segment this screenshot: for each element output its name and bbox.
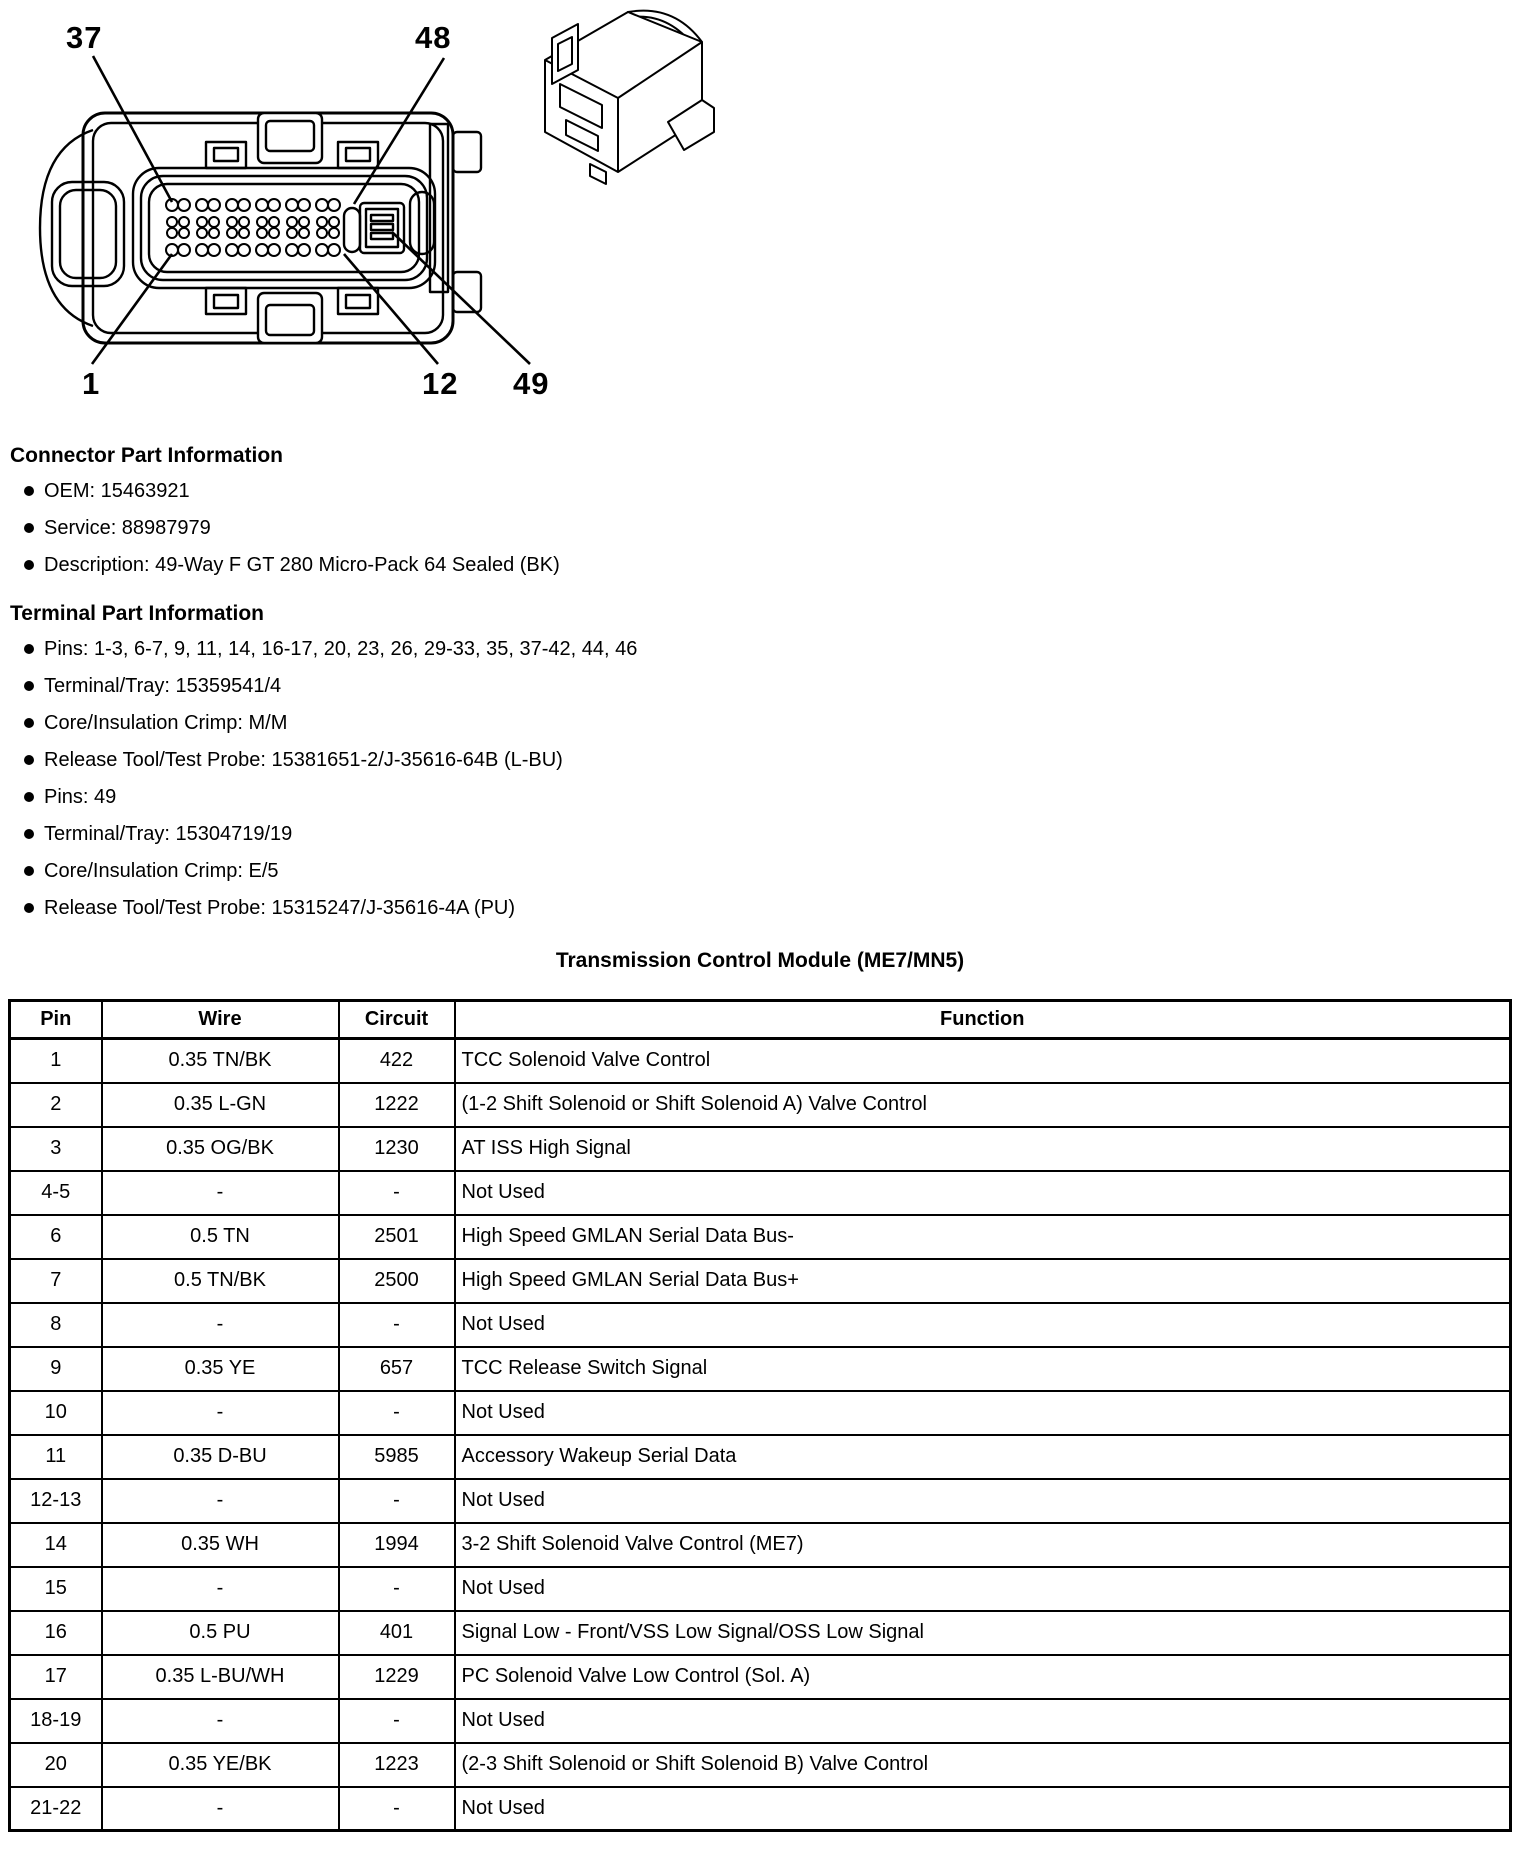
wire-cell: 0.35 WH xyxy=(102,1523,339,1567)
wire-cell: 0.35 D-BU xyxy=(102,1435,339,1479)
pin-cell: 18-19 xyxy=(10,1699,102,1743)
bullet-item: Terminal/Tray: 15359541/4 xyxy=(0,675,1520,697)
col-header-function: Function xyxy=(455,1001,1511,1039)
col-header-pin: Pin xyxy=(10,1001,102,1039)
pin-cell: 21-22 xyxy=(10,1787,102,1831)
leader-37 xyxy=(93,56,172,202)
wire-cell: - xyxy=(102,1303,339,1347)
table-row xyxy=(10,1479,1511,1523)
table-row xyxy=(10,1523,1511,1567)
bullet-item: OEM: 15463921 xyxy=(0,480,1520,502)
circuit-cell: 1230 xyxy=(339,1127,455,1171)
table-row xyxy=(10,1039,1511,1083)
table-row xyxy=(10,1743,1511,1787)
iso-tab xyxy=(590,164,606,184)
left-arc xyxy=(40,130,93,326)
wire-cell: 0.35 YE/BK xyxy=(102,1743,339,1787)
pin-cell: 1 xyxy=(10,1039,102,1083)
table-header-row xyxy=(10,1001,1511,1039)
circuit-cell: 422 xyxy=(339,1039,455,1083)
circuit-cell: 1222 xyxy=(339,1083,455,1127)
function-cell: Not Used xyxy=(455,1171,1511,1215)
circuit-cell: 2500 xyxy=(339,1259,455,1303)
function-cell: TCC Solenoid Valve Control xyxy=(455,1039,1511,1083)
circuit-cell: 1994 xyxy=(339,1523,455,1567)
callout-label-1: 1 xyxy=(82,366,101,401)
right-wing-top xyxy=(453,132,481,172)
function-cell: 3-2 Shift Solenoid Valve Control (ME7) xyxy=(455,1523,1511,1567)
terminal-49-cavity xyxy=(360,203,404,253)
wire-cell: - xyxy=(102,1391,339,1435)
bullet-item: Core/Insulation Crimp: M/M xyxy=(0,712,1520,734)
wire-cell: - xyxy=(102,1787,339,1831)
function-cell: Not Used xyxy=(455,1787,1511,1831)
iso-view xyxy=(545,11,714,184)
wire-cell: - xyxy=(102,1567,339,1611)
pin-cell: 20 xyxy=(10,1743,102,1787)
table-row xyxy=(10,1567,1511,1611)
function-cell: Not Used xyxy=(455,1567,1511,1611)
function-cell: (2-3 Shift Solenoid or Shift Solenoid B) Valve Control xyxy=(455,1743,1511,1787)
bullet-item: Terminal/Tray: 15304719/19 xyxy=(0,823,1520,845)
table-row xyxy=(10,1655,1511,1699)
pin-cell: 2 xyxy=(10,1083,102,1127)
table-row xyxy=(10,1611,1511,1655)
function-cell: Not Used xyxy=(455,1479,1511,1523)
connector-line-art xyxy=(0,0,770,418)
table-title: Transmission Control Module (ME7/MN5) xyxy=(555,949,965,972)
circuit-cell: 2501 xyxy=(339,1215,455,1259)
pin-cell: 12-13 xyxy=(10,1479,102,1523)
circuit-cell: 1229 xyxy=(339,1655,455,1699)
function-cell: Signal Low - Front/VSS Low Signal/OSS Low Signal xyxy=(455,1611,1511,1655)
bullet-item: Pins: 49 xyxy=(0,786,1520,808)
wire-cell: 0.5 PU xyxy=(102,1611,339,1655)
table-row xyxy=(10,1391,1511,1435)
function-cell: (1-2 Shift Solenoid or Shift Solenoid A) Valve Control xyxy=(455,1083,1511,1127)
table-row xyxy=(10,1699,1511,1743)
connector-diagram xyxy=(0,0,770,418)
wire-cell: 0.35 L-BU/WH xyxy=(102,1655,339,1699)
key-slot xyxy=(344,208,360,252)
table-row xyxy=(10,1083,1511,1127)
seal-ring xyxy=(133,168,435,288)
function-cell: High Speed GMLAN Serial Data Bus+ xyxy=(455,1259,1511,1303)
table-row xyxy=(10,1127,1511,1171)
circuit-cell: - xyxy=(339,1391,455,1435)
function-cell: Accessory Wakeup Serial Data xyxy=(455,1435,1511,1479)
wire-cell: - xyxy=(102,1699,339,1743)
function-cell: Not Used xyxy=(455,1303,1511,1347)
pin-cell: 15 xyxy=(10,1567,102,1611)
pin-cell: 4-5 xyxy=(10,1171,102,1215)
callout-label-12: 12 xyxy=(422,366,459,401)
table-row xyxy=(10,1215,1511,1259)
wire-cell: - xyxy=(102,1479,339,1523)
right-column xyxy=(430,124,448,292)
pin-cell: 14 xyxy=(10,1523,102,1567)
function-cell: AT ISS High Signal xyxy=(455,1127,1511,1171)
pinout-table-body xyxy=(10,1039,1511,1831)
wire-cell: 0.35 YE xyxy=(102,1347,339,1391)
circuit-cell: - xyxy=(339,1787,455,1831)
wire-cell: 0.35 L-GN xyxy=(102,1083,339,1127)
function-cell: PC Solenoid Valve Low Control (Sol. A) xyxy=(455,1655,1511,1699)
pin-cell: 6 xyxy=(10,1215,102,1259)
bullet-item: Release Tool/Test Probe: 15381651-2/J-35616-64B (L-BU) xyxy=(0,749,1520,771)
function-cell: TCC Release Switch Signal xyxy=(455,1347,1511,1391)
callout-label-49: 49 xyxy=(513,366,550,401)
function-cell: Not Used xyxy=(455,1699,1511,1743)
circuit-cell: - xyxy=(339,1699,455,1743)
wire-cell: 0.35 OG/BK xyxy=(102,1127,339,1171)
table-row xyxy=(10,1303,1511,1347)
circuit-cell: - xyxy=(339,1567,455,1611)
table-row xyxy=(10,1171,1511,1215)
circuit-cell: 657 xyxy=(339,1347,455,1391)
bullet-item: Service: 88987979 xyxy=(0,517,1520,539)
table-row xyxy=(10,1347,1511,1391)
bullet-item: Pins: 1-3, 6-7, 9, 11, 14, 16-17, 20, 23, 26, 29-33, 35, 37-42, 44, 46 xyxy=(0,638,1520,660)
terminal-field xyxy=(166,199,340,256)
terminal-group-2-list xyxy=(0,786,1520,919)
table-row xyxy=(10,1787,1511,1831)
table-row xyxy=(10,1259,1511,1303)
terminal-group-1-list xyxy=(0,638,1520,771)
pin-cell: 16 xyxy=(10,1611,102,1655)
circuit-cell: 1223 xyxy=(339,1743,455,1787)
bullet-item: Core/Insulation Crimp: E/5 xyxy=(0,860,1520,882)
pin-cell: 11 xyxy=(10,1435,102,1479)
connector-part-info-heading: Connector Part Information xyxy=(10,444,284,467)
pinout-table xyxy=(8,999,1512,1832)
wire-cell: 0.5 TN xyxy=(102,1215,339,1259)
wire-cell: - xyxy=(102,1171,339,1215)
table-row xyxy=(10,1435,1511,1479)
wire-cell: 0.35 TN/BK xyxy=(102,1039,339,1083)
pin-cell: 7 xyxy=(10,1259,102,1303)
right-wing-bottom xyxy=(453,272,481,312)
pin-cell: 8 xyxy=(10,1303,102,1347)
circuit-cell: 5985 xyxy=(339,1435,455,1479)
terminal-part-info-heading: Terminal Part Information xyxy=(10,602,264,625)
callout-label-48: 48 xyxy=(415,20,452,55)
bullet-item: Description: 49-Way F GT 280 Micro-Pack 64 Sealed (BK) xyxy=(0,554,1520,576)
circuit-cell: - xyxy=(339,1303,455,1347)
col-header-wire: Wire xyxy=(102,1001,339,1039)
function-cell: High Speed GMLAN Serial Data Bus- xyxy=(455,1215,1511,1259)
circuit-cell: 401 xyxy=(339,1611,455,1655)
connector-part-info-list xyxy=(0,480,1520,576)
pin-cell: 10 xyxy=(10,1391,102,1435)
wire-cell: 0.5 TN/BK xyxy=(102,1259,339,1303)
pin-cell: 17 xyxy=(10,1655,102,1699)
callout-label-37: 37 xyxy=(66,20,103,55)
col-header-circuit: Circuit xyxy=(339,1001,455,1039)
function-cell: Not Used xyxy=(455,1391,1511,1435)
circuit-cell: - xyxy=(339,1479,455,1523)
leader-1 xyxy=(92,254,172,364)
pin-cell: 3 xyxy=(10,1127,102,1171)
circuit-cell: - xyxy=(339,1171,455,1215)
pin-cell: 9 xyxy=(10,1347,102,1391)
bullet-item: Release Tool/Test Probe: 15315247/J-35616-4A (PU) xyxy=(0,897,1520,919)
